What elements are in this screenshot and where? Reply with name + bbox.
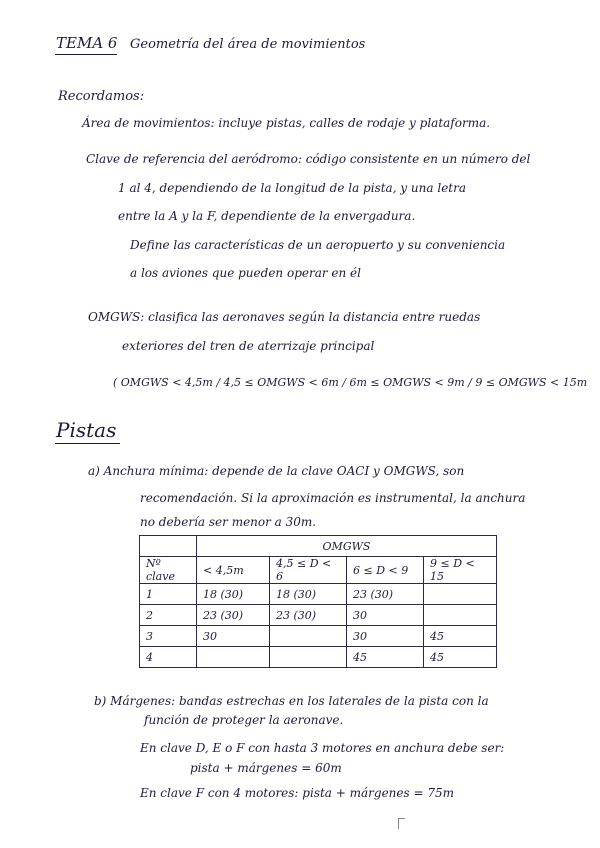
table-row xyxy=(140,605,497,626)
tema-label: TEMA 6 xyxy=(56,34,118,52)
table-cell xyxy=(197,647,270,668)
area-movimientos-line: Área de movimientos: incluye pistas, calles de rodaje y plataforma. xyxy=(82,116,491,130)
omgws-ranges: ( OMGWS < 4,5m / 4,5 ≤ OMGWS < 6m / 6m ≤ OMGWS < 9m / 9 ≤ OMGWS < 15m xyxy=(113,376,588,389)
table-cell: 45 xyxy=(424,647,497,668)
tema-underline xyxy=(55,54,117,55)
table-row xyxy=(140,584,497,605)
table-cell: 4 xyxy=(140,647,197,668)
table-cell: 45 xyxy=(347,647,424,668)
table-cell: 3 xyxy=(140,626,197,647)
anchura-line: recomendación. Si la aproximación es instrumental, la anchura xyxy=(140,491,526,505)
clave-line: entre la A y la F, dependiente de la envergadura. xyxy=(118,209,416,223)
col-header: < 4,5m xyxy=(197,557,270,584)
table-cell xyxy=(270,626,347,647)
table-cell: 23 (30) xyxy=(197,605,270,626)
table-cell: 45 xyxy=(424,626,497,647)
margenes-line: b) Márgenes: bandas estrechas en los laterales de la pista con la xyxy=(94,694,489,708)
table-cell: 23 (30) xyxy=(270,605,347,626)
clave-line: a los aviones que pueden operar en él xyxy=(130,266,361,280)
page-title: Geometría del área de movimientos xyxy=(130,37,366,52)
col-header: Nº clave xyxy=(140,557,197,584)
col-header: 6 ≤ D < 9 xyxy=(347,557,424,584)
margenes-line: En clave D, E o F con hasta 3 motores en anchura debe ser: xyxy=(140,741,505,755)
omgws-line: OMGWS: clasifica las aeronaves según la distancia entre ruedas xyxy=(88,310,481,324)
table-row xyxy=(140,647,497,668)
table-cell xyxy=(270,647,347,668)
anchura-line: a) Anchura mínima: depende de la clave OACI y OMGWS, son xyxy=(88,464,465,478)
page-corner-mark xyxy=(398,818,405,829)
table-cell: 1 xyxy=(140,584,197,605)
table-cell xyxy=(424,584,497,605)
margenes-line: En clave F con 4 motores: pista + márgenes = 75m xyxy=(140,786,455,800)
col-header: 4,5 ≤ D < 6 xyxy=(270,557,347,584)
table-cell: 23 (30) xyxy=(347,584,424,605)
margenes-line: función de proteger la aeronave. xyxy=(144,713,344,727)
table-cell: 30 xyxy=(347,626,424,647)
table-cell: 30 xyxy=(347,605,424,626)
pistas-underline xyxy=(55,443,120,444)
table-row xyxy=(140,626,497,647)
clave-line: Clave de referencia del aeródromo: código consistente en un número del xyxy=(86,152,531,166)
table-cell: 2 xyxy=(140,605,197,626)
omgws-group-header: OMGWS xyxy=(197,536,497,557)
table-group-row xyxy=(140,536,497,557)
clave-line: 1 al 4, dependiendo de la longitud de la pista, y una letra xyxy=(118,181,467,195)
clave-line: Define las características de un aeropuerto y su conveniencia xyxy=(130,238,506,252)
table-cell: 18 (30) xyxy=(270,584,347,605)
table-header-row xyxy=(140,557,497,584)
col-header: 9 ≤ D < 15 xyxy=(424,557,497,584)
table-cell: 30 xyxy=(197,626,270,647)
margenes-line: pista + márgenes = 60m xyxy=(190,761,342,775)
recordamos-heading: Recordamos: xyxy=(58,89,145,104)
anchura-line: no debería ser menor a 30m. xyxy=(140,515,317,529)
table-cell: 18 (30) xyxy=(197,584,270,605)
omgws-line: exteriores del tren de aterrizaje principal xyxy=(122,339,375,353)
pistas-heading: Pistas xyxy=(56,418,117,442)
table-cell xyxy=(424,605,497,626)
anchura-table xyxy=(139,535,497,668)
